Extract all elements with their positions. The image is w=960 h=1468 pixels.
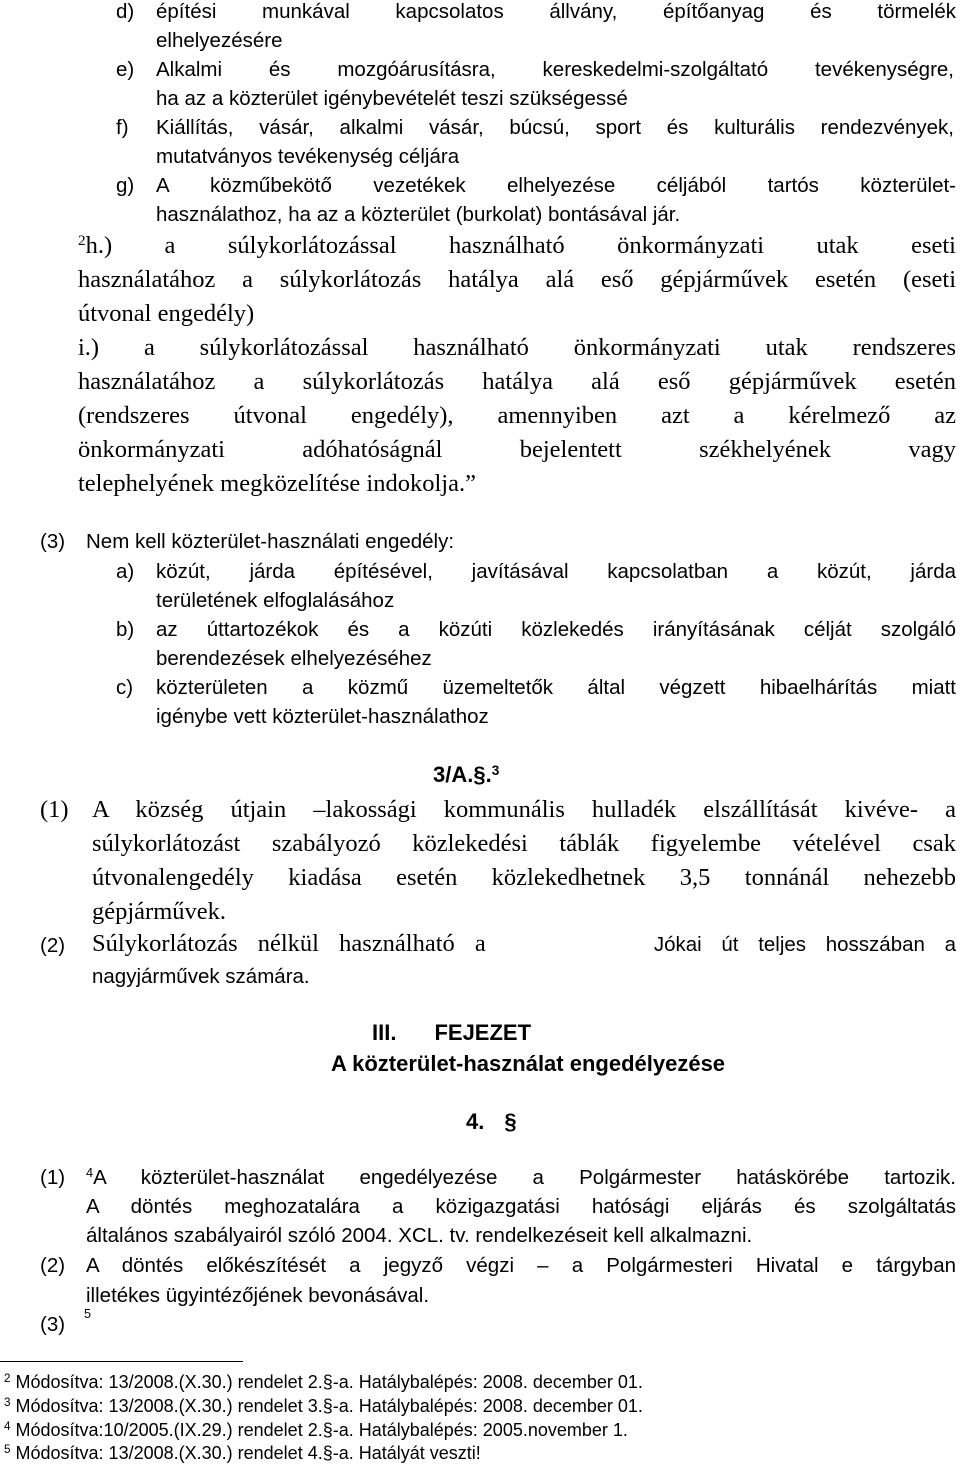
paragraph-3a-2-line-1 (92, 930, 956, 958)
section-sign: § (504, 1109, 517, 1134)
section-4-title: 4. (466, 1109, 485, 1134)
footnote-ref-5: 5 (84, 1306, 92, 1322)
paragraph-4-3-number: (3) (40, 1313, 66, 1336)
list-item-h-line-3: útvonal engedély) (78, 300, 255, 327)
paragraph-3a-1-line-2: súlykorlátozást szabályozó közlekedési táblák figyelembe vételével csak (92, 830, 956, 857)
list-marker-3a: a) (116, 560, 135, 583)
list-marker-3b: b) (116, 618, 135, 641)
paragraph-3-item-c-line-1: közterületen a közmű üzemeltetők által végzett hibaelhárítás miatt (156, 676, 956, 699)
paragraph-3a-1-line-1: A község útjain –lakossági kommunális hulladék elszállítását kivéve- a (92, 796, 956, 823)
paragraph-3a-2-line-2: nagyjárművek számára. (92, 965, 310, 988)
list-item-d-line-1: építési munkával kapcsolatos állvány, építőanyag és törmelék (156, 0, 956, 23)
footnote-text: Módosítva: 13/2008.(X.30.) rendelet 2.§-a. Hatálybalépés: 2008. december 01. (10, 1372, 643, 1392)
paragraph-3a-1-number: (1) (40, 796, 69, 823)
footnote-text: Módosítva: 13/2008.(X.30.) rendelet 3.§-a. Hatálybalépés: 2008. december 01. (10, 1396, 643, 1416)
list-marker-e: e) (116, 58, 135, 81)
footnote-4 (4, 1420, 628, 1441)
paragraph-3-item-a-line-2: területének elfoglalásához (156, 589, 395, 612)
list-item-e-line-2: ha az a közterület igénybevételét teszi szükségessé (156, 87, 628, 110)
paragraph-3a-2-serif-part: Súlykorlátozás nélkül használható a (92, 930, 486, 957)
footnote-number: 4 (4, 1419, 11, 1433)
list-item-d-line-2: elhelyezésére (156, 29, 283, 52)
footnote-ref-4: 4 (86, 1165, 94, 1181)
paragraph-number-3: (3) (40, 530, 66, 553)
paragraph-4-1-line-3: általános szabályairól szóló 2004. XCL. tv. rendelkezéseit kell alkalmazni. (86, 1224, 753, 1247)
paragraph-4-2-number: (2) (40, 1254, 66, 1277)
footnote-text: Módosítva:10/2005.(IX.29.) rendelet 2.§-a. Hatálybalépés: 2005.november 1. (10, 1420, 628, 1440)
paragraph-4-1-line-1 (86, 1166, 956, 1194)
paragraph-3a-2-number: (2) (40, 934, 66, 957)
list-item-g-line-2: használathoz, ha az a közterület (burkolat) bontásával jár. (156, 203, 681, 226)
list-item-i-line-4: önkormányzati adóhatóságnál bejelentett székhelyének vagy (78, 436, 956, 463)
paragraph-3-item-b-line-1: az úttartozékok és a közúti közlekedés irányításának célját szolgáló (156, 618, 956, 641)
footnote-number: 2 (4, 1371, 11, 1385)
list-item-f-line-1: Kiállítás, vásár, alkalmi vásár, búcsú, sport és kulturális rendezvények, (156, 116, 954, 139)
chapter-title: A közterület-használat engedélyezése (330, 1051, 726, 1076)
list-item-f-line-2: mutatványos tevékenység céljára (156, 145, 460, 168)
footnote-2 (4, 1372, 643, 1393)
list-item-h-text-1: h.) a súlykorlátozással használható önkormányzati utak eseti (85, 232, 956, 259)
footnote-ref-5-container (84, 1307, 91, 1331)
footnote-5 (4, 1443, 481, 1464)
list-item-h-line-1 (78, 232, 956, 264)
paragraph-3-item-c-line-2: igénybe vett közterület-használathoz (156, 705, 489, 728)
chapter-label: FEJEZET (434, 1020, 532, 1045)
footnote-ref-2: 2 (78, 231, 86, 249)
list-item-i-line-1: i.) a súlykorlátozással használható önkormányzati utak rendszeres (78, 334, 956, 361)
paragraph-4-1-number: (1) (40, 1166, 66, 1189)
paragraph-4-1-line-2: A döntés meghozatalára a közigazgatási hatósági eljárás és szolgáltatás (86, 1195, 956, 1218)
paragraph-3a-2-sans-part: Jókai út teljes hosszában a (653, 933, 956, 956)
chapter-heading (372, 1020, 531, 1046)
footnote-text: Módosítva: 13/2008.(X.30.) rendelet 4.§-a. Hatályát veszti! (10, 1443, 481, 1463)
paragraph-3a-1-line-3: útvonalengedély kiadása esetén közlekedhetnek 3,5 tonnánál nehezebb (92, 864, 956, 891)
footnote-number: 5 (4, 1442, 11, 1456)
list-item-g-line-1: A közműbekötő vezetékek elhelyezése céljából tartós közterület- (156, 174, 956, 197)
paragraph-3-item-b-line-2: berendezések elhelyezéséhez (156, 647, 432, 670)
section-4-heading (466, 1109, 517, 1135)
list-item-i-line-2: használatához a súlykorlátozás hatálya alá eső gépjárművek esetén (78, 368, 956, 395)
footnote-3 (4, 1396, 643, 1417)
chapter-number: III. (372, 1020, 397, 1045)
list-item-h-line-2: használatához a súlykorlátozás hatálya alá eső gépjárművek esetén (eseti (78, 266, 956, 293)
paragraph-3a-1-line-4: gépjárművek. (92, 898, 227, 925)
paragraph-4-2-line-1: A döntés előkészítését a jegyző végzi – a Polgármesteri Hivatal e tárgyban (86, 1254, 956, 1277)
list-item-i-line-5: telephelyének megközelítése indokolja.” (78, 470, 476, 497)
footnote-number: 3 (4, 1395, 11, 1409)
paragraph-3-intro: Nem kell közterület-használati engedély: (86, 530, 455, 553)
list-item-i-line-3: (rendszeres útvonal engedély), amennyiben azt a kérelmező az (78, 402, 956, 429)
footnote-ref-3: 3 (491, 762, 500, 778)
list-marker-d: d) (116, 0, 135, 23)
paragraph-4-2-line-2: illetékes ügyintézőjének bevonásával. (86, 1284, 430, 1307)
section-3a-heading (433, 762, 499, 788)
list-item-e-line-1: Alkalmi és mozgóárusításra, kereskedelmi-szolgáltató tevékenységre, (156, 58, 954, 81)
section-3a-title: 3/A.§. (433, 762, 492, 787)
paragraph-3-item-a-line-1: közút, járda építésével, javításával kapcsolatban a közút, járda (156, 560, 956, 583)
list-marker-3c: c) (116, 676, 134, 699)
list-marker-f: f) (116, 116, 129, 139)
list-marker-g: g) (116, 174, 135, 197)
footnote-separator (0, 1361, 243, 1362)
paragraph-4-1-text-1: A közterület-használat engedélyezése a Polgármester hatáskörébe tartozik. (93, 1166, 956, 1189)
